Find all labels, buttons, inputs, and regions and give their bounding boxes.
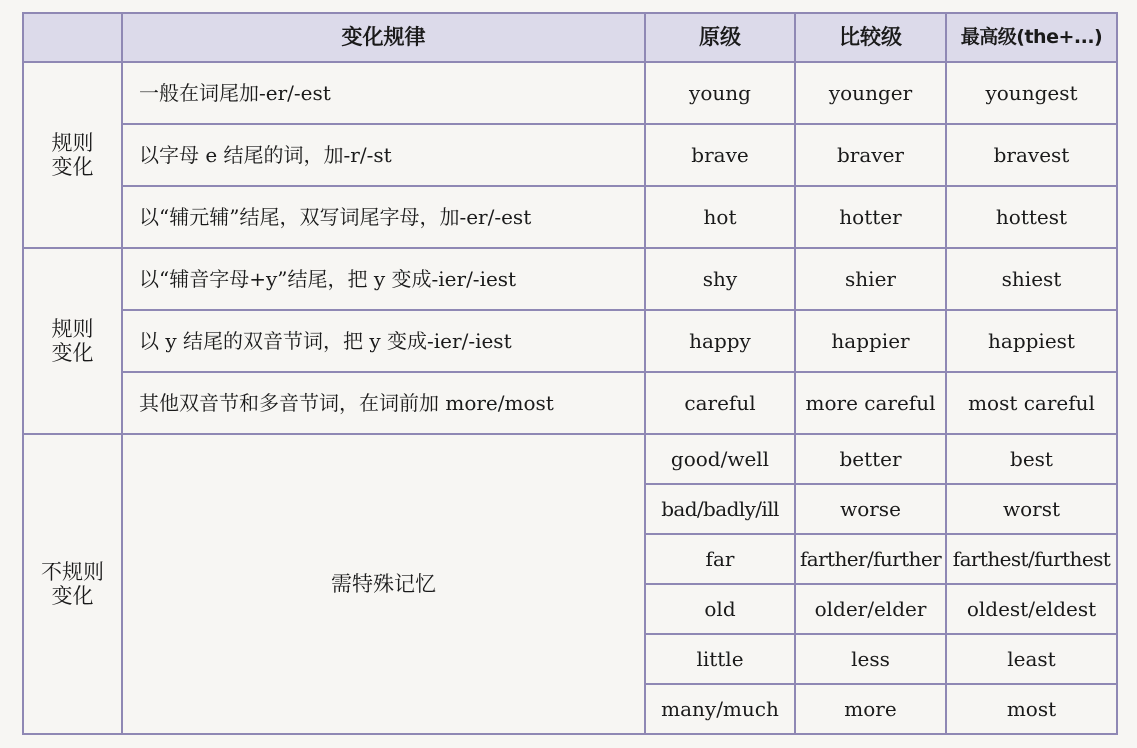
rule-cell: 一般在词尾加-er/-est xyxy=(122,62,645,124)
comparative-cell: happier xyxy=(795,310,946,372)
adjective-comparison-table xyxy=(22,12,1118,735)
category-label-line2: 变化 xyxy=(51,584,94,608)
base-cell: shy xyxy=(645,248,795,310)
category-label-line1: 不规则 xyxy=(41,559,104,584)
header-rule: 变化规律 xyxy=(122,13,645,62)
irregular-rule-cell: 需特殊记忆 xyxy=(122,434,645,734)
superlative-cell: bravest xyxy=(946,124,1117,186)
base-cell: happy xyxy=(645,310,795,372)
rule-cell: 以 y 结尾的双音节词，把 y 变成-ier/-iest xyxy=(122,310,645,372)
comparative-cell: more xyxy=(795,684,946,734)
base-cell: little xyxy=(645,634,795,684)
superlative-cell: worst xyxy=(946,484,1117,534)
category-label-line2: 变化 xyxy=(51,341,94,365)
base-cell: bad/badly/ill xyxy=(645,484,795,534)
category-label-line1: 规则 xyxy=(51,130,94,155)
table-row xyxy=(23,124,1117,186)
category-cell xyxy=(23,248,122,434)
comparative-cell: older/elder xyxy=(795,584,946,634)
category-cell xyxy=(23,62,122,248)
comparative-cell: hotter xyxy=(795,186,946,248)
rule-cell: 其他双音节和多音节词，在词前加 more/most xyxy=(122,372,645,434)
base-cell: young xyxy=(645,62,795,124)
table-row xyxy=(23,310,1117,372)
base-cell: brave xyxy=(645,124,795,186)
comparative-cell: better xyxy=(795,434,946,484)
superlative-cell: least xyxy=(946,634,1117,684)
comparative-cell: less xyxy=(795,634,946,684)
header-comparative: 比较级 xyxy=(795,13,946,62)
header-superlative: 最高级(the+...) xyxy=(946,13,1117,62)
superlative-cell: most careful xyxy=(946,372,1117,434)
comparative-cell: shier xyxy=(795,248,946,310)
superlative-cell: shiest xyxy=(946,248,1117,310)
base-cell: many/much xyxy=(645,684,795,734)
table-row xyxy=(23,434,1117,484)
comparative-cell: braver xyxy=(795,124,946,186)
category-cell-irregular xyxy=(23,434,122,734)
table-row xyxy=(23,62,1117,124)
header-blank xyxy=(23,13,122,62)
comparative-cell: younger xyxy=(795,62,946,124)
superlative-cell: hottest xyxy=(946,186,1117,248)
table-row xyxy=(23,186,1117,248)
superlative-cell: farthest/furthest xyxy=(946,534,1117,584)
superlative-cell: most xyxy=(946,684,1117,734)
header-row xyxy=(23,13,1117,62)
category-label-line2: 变化 xyxy=(51,155,94,179)
comparative-cell: worse xyxy=(795,484,946,534)
base-cell: old xyxy=(645,584,795,634)
table-row xyxy=(23,372,1117,434)
superlative-cell: youngest xyxy=(946,62,1117,124)
superlative-cell: best xyxy=(946,434,1117,484)
comparative-cell: farther/further xyxy=(795,534,946,584)
base-cell: hot xyxy=(645,186,795,248)
comparative-cell: more careful xyxy=(795,372,946,434)
table-row xyxy=(23,248,1117,310)
rule-cell: 以“辅元辅”结尾，双写词尾字母，加-er/-est xyxy=(122,186,645,248)
base-cell: far xyxy=(645,534,795,584)
category-label-line1: 规则 xyxy=(51,316,94,341)
rule-cell: 以字母 e 结尾的词，加-r/-st xyxy=(122,124,645,186)
base-cell: careful xyxy=(645,372,795,434)
header-base: 原级 xyxy=(645,13,795,62)
superlative-cell: oldest/eldest xyxy=(946,584,1117,634)
base-cell: good/well xyxy=(645,434,795,484)
rule-cell: 以“辅音字母+y”结尾，把 y 变成-ier/-iest xyxy=(122,248,645,310)
superlative-cell: happiest xyxy=(946,310,1117,372)
comparison-table-container xyxy=(22,12,1118,735)
